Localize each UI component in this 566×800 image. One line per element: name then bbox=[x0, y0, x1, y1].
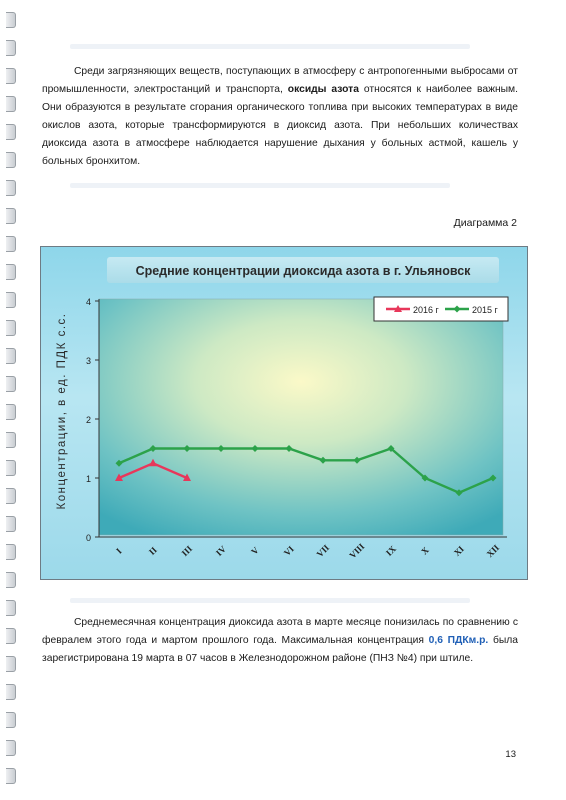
highlighted-value: 0,6 ПДКм.р. bbox=[428, 635, 489, 646]
binding-ring bbox=[6, 208, 16, 224]
chart-legend bbox=[374, 297, 508, 321]
binding-ring bbox=[6, 516, 16, 532]
binding-ring bbox=[6, 656, 16, 672]
plot-area bbox=[99, 299, 503, 535]
diagram-caption: Диаграмма 2 bbox=[453, 217, 517, 229]
chart-container bbox=[40, 246, 528, 580]
legend-label: 2015 г bbox=[472, 305, 498, 315]
intro-paragraph bbox=[42, 63, 518, 171]
binding-ring bbox=[6, 376, 16, 392]
bleed-through bbox=[70, 183, 450, 188]
page-number: 13 bbox=[505, 749, 516, 760]
y-tick-label: 4 bbox=[85, 297, 91, 307]
bleed-through bbox=[70, 44, 470, 49]
x-tick-label: V bbox=[249, 545, 261, 557]
binding-ring bbox=[6, 460, 16, 476]
text-run: была зарегистрирована 19 марта в 07 часов в Железнодорожном районе (ПНЗ №4) при штиле. bbox=[42, 635, 519, 664]
x-tick-label: XII bbox=[484, 542, 502, 560]
binding-ring bbox=[6, 320, 16, 336]
y-tick-label: 2 bbox=[85, 415, 91, 425]
bleed-through bbox=[70, 598, 470, 603]
text-run: относятся к наиболее важным. Они образуются в результате сгорания органического топлива при высоких температурах в виде окислов азота, которые трансформируются в диоксид азота. При небольших количествах диоксида азота в атмосфере наблюдается нарушение дыхания у больных астмой, кашель у больных бронхитом. bbox=[42, 84, 518, 167]
binding-ring bbox=[6, 768, 16, 784]
y-tick-label: 1 bbox=[85, 474, 91, 484]
binding-ring bbox=[6, 40, 16, 56]
binding-ring bbox=[6, 740, 16, 756]
binding-ring bbox=[6, 68, 16, 84]
x-tick-label: II bbox=[146, 544, 159, 557]
text-run: Среди загрязняющих веществ, поступающих в атмосферу с антропогенными выбросами от промышленности, электростанций и транспорта, bbox=[42, 66, 518, 95]
binding-ring bbox=[6, 124, 16, 140]
binding-ring bbox=[6, 180, 16, 196]
x-tick-label: VIII bbox=[347, 541, 367, 561]
binding-ring bbox=[6, 572, 16, 588]
x-tick-label: VII bbox=[314, 542, 332, 560]
spiral-binding bbox=[0, 0, 24, 800]
x-tick-label: IV bbox=[213, 543, 228, 558]
binding-ring bbox=[6, 264, 16, 280]
binding-ring bbox=[6, 292, 16, 308]
x-tick-label: IX bbox=[383, 543, 398, 558]
y-axis-label: Концентрации, в ед. ПДК с.с. bbox=[56, 312, 68, 510]
x-tick-label: I bbox=[114, 546, 124, 556]
binding-ring bbox=[6, 96, 16, 112]
text-run: Среднемесячная концентрация диоксида азота в марте месяце понизилась по сравнению с февралем этого года и мартом прошлого года. Максимальная концентрация bbox=[42, 617, 518, 646]
binding-ring bbox=[6, 236, 16, 252]
binding-ring bbox=[6, 152, 16, 168]
legend-label: 2016 г bbox=[413, 305, 439, 315]
binding-ring bbox=[6, 404, 16, 420]
summary-paragraph bbox=[42, 614, 518, 668]
binding-ring bbox=[6, 12, 16, 28]
binding-ring bbox=[6, 684, 16, 700]
x-tick-label: III bbox=[179, 543, 195, 559]
y-tick-label: 0 bbox=[85, 533, 91, 543]
bold-term: оксиды азота bbox=[287, 84, 359, 95]
binding-ring bbox=[6, 712, 16, 728]
line-chart bbox=[41, 247, 527, 579]
chart-title: Средние концентрации диоксида азота в г. Ульяновск bbox=[135, 264, 471, 278]
y-tick-label: 3 bbox=[85, 356, 91, 366]
binding-ring bbox=[6, 432, 16, 448]
x-tick-label: XI bbox=[451, 543, 466, 558]
binding-ring bbox=[6, 348, 16, 364]
binding-ring bbox=[6, 544, 16, 560]
x-tick-label: X bbox=[419, 545, 431, 557]
binding-ring bbox=[6, 600, 16, 616]
x-tick-label: VI bbox=[281, 543, 296, 558]
binding-ring bbox=[6, 488, 16, 504]
binding-ring bbox=[6, 628, 16, 644]
